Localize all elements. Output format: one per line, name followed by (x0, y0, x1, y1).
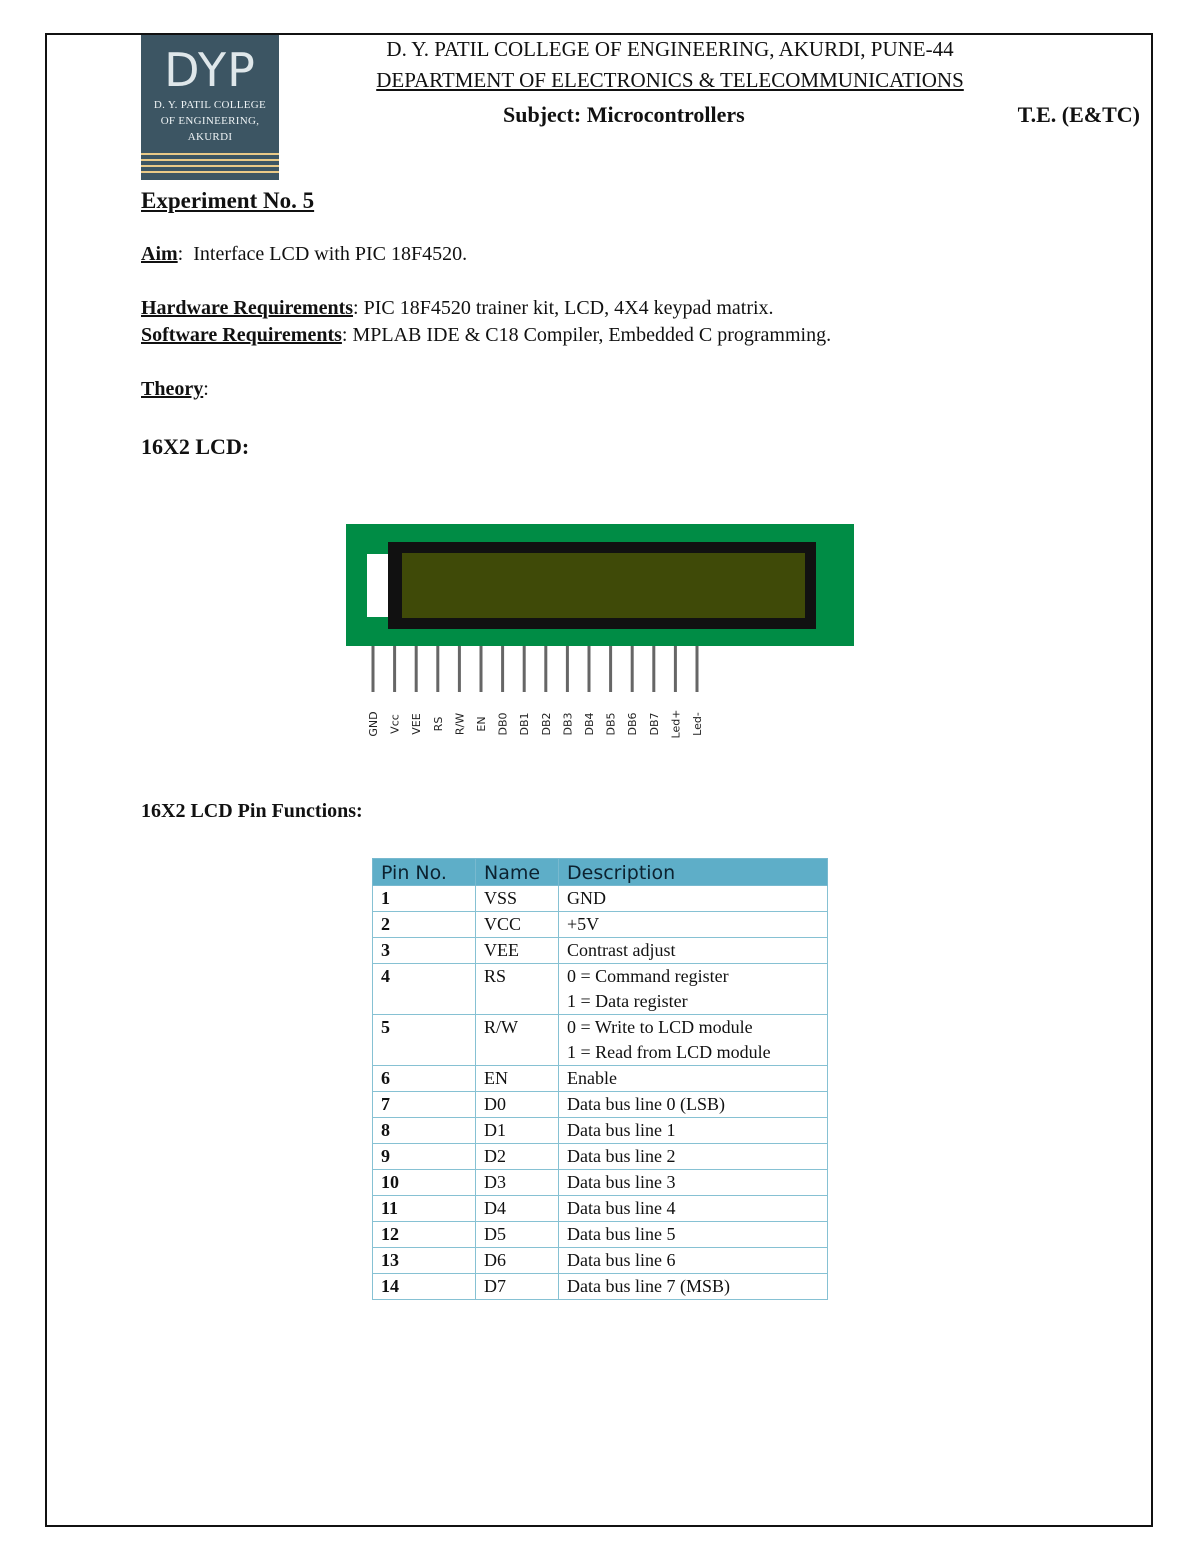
lcd-pin-label: GND (367, 711, 380, 737)
lcd-pin (372, 646, 375, 692)
pin-name-cell: VSS (476, 886, 559, 912)
college-logo (141, 35, 279, 180)
lcd-pin (566, 646, 569, 692)
lcd-pins (367, 646, 704, 738)
table-row (373, 1066, 828, 1092)
lcd-diagram (345, 522, 855, 752)
logo-caption-line: D. Y. PATIL COLLEGE (153, 99, 267, 111)
table-row (373, 1118, 828, 1144)
college-name: D. Y. PATIL COLLEGE OF ENGINEERING, AKURDI, PUNE-44 (386, 37, 954, 61)
lcd-pin-label: DB5 (604, 712, 618, 736)
table-row (373, 1170, 828, 1196)
pin-name-cell: D3 (476, 1170, 559, 1196)
pin-number-cell: 2 (373, 912, 476, 938)
table-header-row (373, 859, 828, 886)
aim-text: Interface LCD with PIC 18F4520. (193, 243, 468, 265)
logo-caption (141, 97, 279, 145)
lcd-pin-label: R/W (453, 712, 467, 736)
logo-wordmark: DYP (164, 43, 256, 97)
pin-name-cell: D0 (476, 1092, 559, 1118)
lcd-pin (436, 646, 439, 692)
header-pin-no: Pin No. (373, 859, 476, 886)
pin-number-cell: 1 (373, 886, 476, 912)
lcd-pin-label: RS (431, 716, 445, 732)
pin-description-cell: GND (559, 886, 828, 912)
lcd-pin-label: VEE (410, 713, 424, 735)
lcd-section-title: 16X2 LCD: (141, 434, 250, 459)
aim-line: Aim: Interface LCD with PIC 18F4520. (141, 243, 468, 265)
lcd-pin (458, 646, 461, 692)
lcd-pin-label: DB0 (496, 712, 510, 736)
lcd-pin-label: Vcc (388, 714, 402, 734)
class-label: T.E. (E&TC) (1017, 102, 1140, 127)
pin-name-cell: D4 (476, 1196, 559, 1222)
logo-stripes (141, 153, 279, 180)
software-text: MPLAB IDE & C18 Compiler, Embedded C programming. (352, 324, 832, 346)
lcd-pin (609, 646, 612, 692)
pin-description-cell: Data bus line 2 (559, 1144, 828, 1170)
lcd-pin (696, 646, 699, 692)
table-row (373, 912, 828, 938)
pin-name-cell: R/W (476, 1015, 559, 1066)
pin-number-cell: 8 (373, 1118, 476, 1144)
pin-number-cell: 9 (373, 1144, 476, 1170)
lcd-pin (393, 646, 396, 692)
pin-name-cell: D5 (476, 1222, 559, 1248)
lcd-pin (523, 646, 526, 692)
pin-description-cell: Data bus line 3 (559, 1170, 828, 1196)
pin-number-cell: 6 (373, 1066, 476, 1092)
lcd-pin-label: DB7 (647, 712, 661, 736)
lcd-pin-label: DB3 (561, 712, 575, 736)
pin-number-cell: 7 (373, 1092, 476, 1118)
pin-description-cell: +5V (559, 912, 828, 938)
theory-heading: Theory: (141, 378, 209, 400)
table-row (373, 1015, 828, 1066)
software-label: Software Requirements (141, 324, 342, 346)
pin-name-cell: RS (476, 964, 559, 1015)
pin-name-cell: D6 (476, 1248, 559, 1274)
table-row (373, 1248, 828, 1274)
pin-number-cell: 13 (373, 1248, 476, 1274)
pin-number-cell: 5 (373, 1015, 476, 1066)
lcd-pin (588, 646, 591, 692)
pin-description-cell: Data bus line 5 (559, 1222, 828, 1248)
pin-description-cell: Data bus line 6 (559, 1248, 828, 1274)
pin-number-cell: 12 (373, 1222, 476, 1248)
pin-description-cell: 0 = Write to LCD module 1 = Read from LCD module (559, 1015, 828, 1066)
pin-number-cell: 11 (373, 1196, 476, 1222)
lcd-pin-label: EN (475, 716, 488, 732)
hardware-label: Hardware Requirements (141, 297, 354, 319)
lcd-pin-label: DB1 (518, 712, 532, 736)
software-line: Software Requirements: MPLAB IDE & C18 Compiler, Embedded C programming. (141, 324, 832, 346)
pin-description-cell: Data bus line 7 (MSB) (559, 1274, 828, 1300)
pin-description-cell: Enable (559, 1066, 828, 1092)
pin-description-cell: Contrast adjust (559, 938, 828, 964)
theory-label: Theory (141, 378, 204, 400)
lcd-pin-label: DB4 (583, 712, 596, 736)
lcd-pin (544, 646, 547, 692)
lcd-pin (631, 646, 634, 692)
pin-number-cell: 3 (373, 938, 476, 964)
pin-name-cell: D2 (476, 1144, 559, 1170)
logo-caption-line: AKURDI (187, 131, 233, 143)
lcd-pin (674, 646, 677, 692)
pin-name-cell: EN (476, 1066, 559, 1092)
experiment-title: Experiment No. 5 (141, 188, 315, 213)
pin-description-cell: Data bus line 4 (559, 1196, 828, 1222)
pin-number-cell: 4 (373, 964, 476, 1015)
table-row (373, 938, 828, 964)
aim-label: Aim (141, 243, 178, 265)
department-name: DEPARTMENT OF ELECTRONICS & TELECOMMUNICATIONS (376, 68, 964, 92)
pin-number-cell: 10 (373, 1170, 476, 1196)
lcd-pin (501, 646, 504, 692)
pin-name-cell: VCC (476, 912, 559, 938)
table-row (373, 1196, 828, 1222)
pin-description-cell: Data bus line 1 (559, 1118, 828, 1144)
header-description: Description (559, 859, 828, 886)
lcd-pin (415, 646, 418, 692)
lcd-pin-label: DB6 (626, 712, 640, 736)
lcd-screen (402, 553, 805, 618)
pin-description-cell: 0 = Command register 1 = Data register (559, 964, 828, 1015)
table-row (373, 1092, 828, 1118)
table-row (373, 1222, 828, 1248)
pin-name-cell: VEE (476, 938, 559, 964)
lcd-pin (652, 646, 655, 692)
lcd-pin-label: Led+ (669, 709, 683, 739)
hardware-text: PIC 18F4520 trainer kit, LCD, 4X4 keypad matrix. (363, 297, 774, 319)
pin-number-cell: 14 (373, 1274, 476, 1300)
table-row (373, 964, 828, 1015)
header-name: Name (476, 859, 559, 886)
pin-functions-title: 16X2 LCD Pin Functions: (141, 800, 363, 822)
lcd-pin-label: DB2 (539, 712, 553, 736)
table-row (373, 1144, 828, 1170)
table-row (373, 1274, 828, 1300)
logo-caption-line: OF ENGINEERING, (160, 115, 260, 127)
pin-name-cell: D1 (476, 1118, 559, 1144)
hardware-line: Hardware Requirements: PIC 18F4520 trainer kit, LCD, 4X4 keypad matrix. (141, 297, 774, 319)
subject-title: Subject: Microcontrollers (503, 102, 745, 127)
lcd-pin (480, 646, 483, 692)
pin-name-cell: D7 (476, 1274, 559, 1300)
table-row (373, 886, 828, 912)
lcd-pin-label: Led- (691, 712, 704, 736)
pin-function-table (372, 858, 828, 1300)
pin-description-cell: Data bus line 0 (LSB) (559, 1092, 828, 1118)
